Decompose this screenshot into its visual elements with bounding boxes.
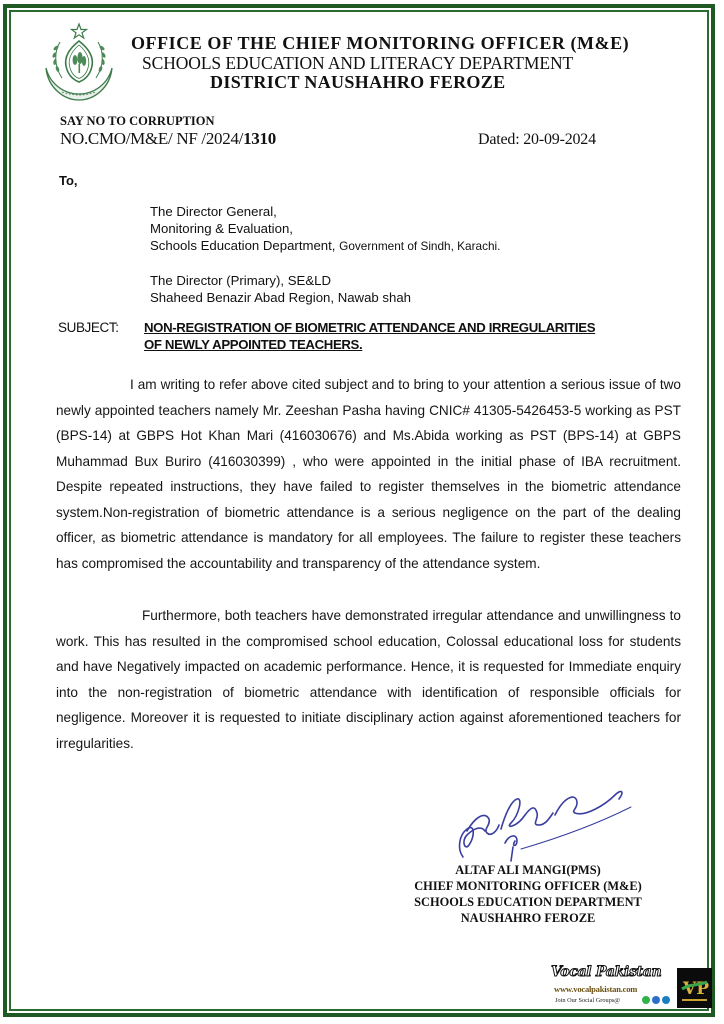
watermark-join-text: Join Our Social Groups@ (555, 997, 621, 1004)
anti-corruption-slogan: SAY NO TO CORRUPTION (60, 114, 215, 128)
addressee1-government: Government of Sindh, Karachi. (339, 239, 501, 253)
addressee2-line2: Shaheed Benazir Abad Region, Nawab shah (150, 290, 412, 305)
body-paragraph-1 (56, 372, 681, 576)
department-title: SCHOOLS EDUCATION AND LITERACY DEPARTMENT (142, 53, 574, 73)
district-title: DISTRICT NAUSHAHRO FEROZE (210, 72, 506, 92)
subject-line1: NON-REGISTRATION OF BIOMETRIC ATTENDANCE AND IRREGULARITIES (144, 320, 596, 335)
addressee1-department: Schools Education Department, (150, 238, 340, 253)
addressee2-line1: The Director (Primary), SE&LD (150, 273, 331, 288)
letter-date: Dated: 20-09-2024 (478, 131, 596, 148)
sindh-emblem-icon (40, 22, 118, 104)
vocal-pakistan-watermark (550, 964, 674, 1010)
to-label: To, (59, 173, 78, 188)
subject-line2: OF NEWLY APPOINTED TEACHERS. (144, 337, 363, 352)
body-paragraph-2 (56, 603, 681, 756)
signatory-district: NAUSHAHRO FEROZE (460, 911, 596, 925)
signatory-department: SCHOOLS EDUCATION DEPARTMENT (414, 895, 642, 909)
vp-logo-icon (677, 968, 712, 1008)
office-title: OFFICE OF THE CHIEF MONITORING OFFICER (M&E) (131, 33, 630, 53)
whatsapp-icon (642, 996, 650, 1004)
watermark-url: www.vocalpakistan.com (554, 984, 638, 994)
signatory-block (380, 862, 676, 926)
body-paragraph-1-text: I am writing to refer above cited subject and to bring to your attention a serious issue of two newly appointed teachers namely Mr. Zeeshan Pasha having CNIC# 41305-5426453-5 working as PST (BPS-14) at GBPS Hot Khan Mari (416030676) and Ms.Abida working as PST (BPS-14) at GBPS Muhammad Bux Buriro (416030399) , who were appointed in the initial phase of IBA recruitment. Despite repeated instructions, they have failed to register themselves in the biometric attendance system.Non-registration of biometric attendance is a serious negligence on the part of the dealing officer, as biometric attendance is mandatory for all employees. The failure to register these teachers has compromised the accountability and transparency of the attendance system. (56, 377, 681, 571)
reference-number-prefix: NO.CMO/M&E/ NF /2024/ (60, 129, 244, 148)
reference-number (60, 129, 276, 149)
handwritten-signature-icon (445, 785, 645, 870)
linkedin-icon (662, 996, 670, 1004)
addressee1-line1: The Director General, (150, 204, 277, 219)
signatory-designation: CHIEF MONITORING OFFICER (M&E) (414, 879, 642, 893)
addressee1-line2: Monitoring & Evaluation, (150, 221, 293, 236)
subject-label: SUBJECT: (58, 320, 119, 335)
svg-text:VP: VP (683, 979, 709, 999)
body-paragraph-2-text: Furthermore, both teachers have demonstrated irregular attendance and unwillingness to work. This has resulted in the compromised school education, Colossal educational loss for students and have Negatively impacted on academic performance. Hence, it is requested for Immediate enquiry into the non-registration of biometric attendance with identification of responsible officials for negligence. Moreover it is requested to initiate disciplinary action against aforementioned teachers for irregularities. (56, 608, 681, 751)
facebook-icon (652, 996, 660, 1004)
signatory-name: ALTAF ALI MANGI(PMS) (455, 863, 601, 877)
addressee1-line3 (150, 238, 500, 253)
reference-number-suffix: 1310 (243, 129, 276, 148)
watermark-title: Vocal Pakistan (551, 964, 662, 980)
